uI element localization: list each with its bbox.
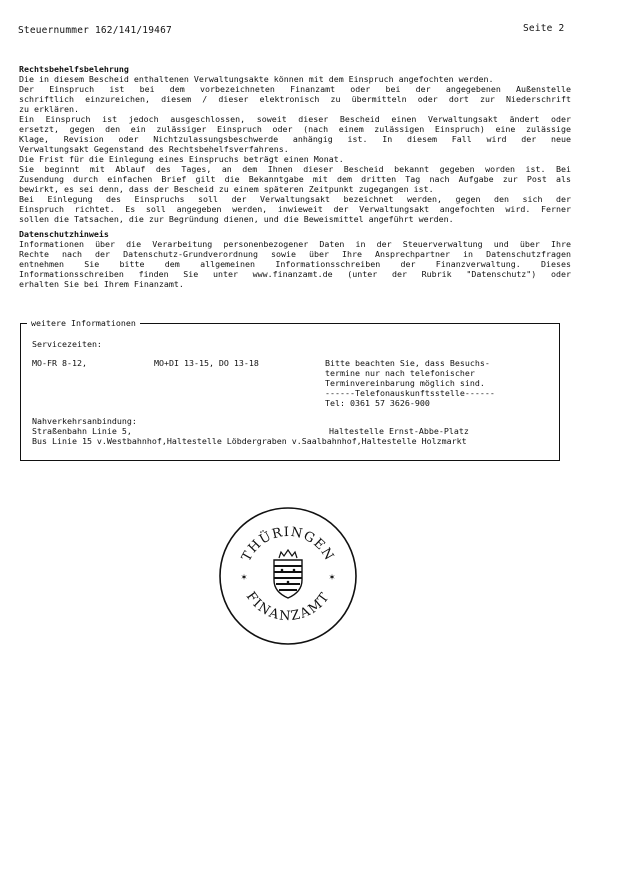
seal-top-text: THÜRINGEN (239, 524, 337, 565)
finanzamt-seal (218, 506, 358, 646)
tax-number: Steuernummer 162/141/19467 (18, 25, 172, 36)
note-line: ------Telefonauskunftsstelle------ (325, 388, 495, 398)
text-line: schriftlich einzureichen, diesem / dieser elektronisch zu übermitteln oder dort zur Niederschrift (19, 94, 571, 104)
tram-line: Straßenbahn Linie 5, (32, 426, 132, 436)
seal-star-right-icon: ✶ (328, 572, 336, 583)
text-line: Bei Einlegung des Einspruchs soll der Verwaltungsakt bezeichnet werden, gegen den sich der (19, 194, 571, 204)
text-line: Die Frist für die Einlegung eines Einspruchs beträgt einen Monat. (19, 154, 344, 164)
note-line: Bitte beachten Sie, dass Besuchs- (325, 358, 490, 368)
text-line: Die in diesem Bescheid enthaltenen Verwaltungsakte können mit dem Einspruch angefochten werden. (19, 74, 494, 84)
text-line: Rechte nach der Datenschutz-Grundverordnung sowie über Ihre Ansprechpartner in Datenschutzfragen (19, 249, 571, 259)
service-hours-label: Servicezeiten: (32, 339, 102, 349)
text-line: Informationsschreiben finden Sie unter www.finanzamt.de (unter der Rubrik "Datenschutz") oder (19, 269, 571, 279)
text-line: Ein Einspruch ist jedoch ausgeschlossen, soweit dieser Bescheid einen Verwaltungsakt ändert oder (19, 114, 571, 124)
text-line: Informationen über die Verarbeitung personenbezogener Daten in der Steuerverwaltung und über Ihre (19, 239, 571, 249)
info-box-legend: weitere Informationen (27, 318, 140, 329)
hours-mo-fr: MO-FR 8-12, (32, 358, 87, 368)
text-line: erhalten Sie bei Ihrem Finanzamt. (19, 279, 184, 289)
section-title: Rechtsbehelfsbelehrung (19, 64, 129, 74)
transport-label: Nahverkehrsanbindung: (32, 416, 137, 426)
text-line: bewirkt, es sei denn, dass der Bescheid zu einem späteren Zeitpunkt zugegangen ist. (19, 184, 434, 194)
bus-line: Bus Linie 15 v.Westbahnhof,Haltestelle Löbdergraben v.Saalbahnhof,Haltestelle Holzmarkt (32, 436, 467, 446)
text-line: Der Einspruch ist bei dem vorbezeichneten Finanzamt oder bei der angegebenen Außenstelle (19, 84, 571, 94)
rechtsbehelfsbelehrung-section (19, 64, 571, 224)
text-line: Einspruch richtet. Es soll angegeben werden, inwieweit der Verwaltungsakt angefochten wird. Ferner (19, 204, 571, 214)
phone-number: Tel: 0361 57 3626-900 (325, 398, 430, 408)
hours-afternoon: MO+DI 13-15, DO 13-18 (154, 358, 259, 368)
text-line: Klage, Revision oder Nichtzulassungsbeschwerde anhängig ist. In diesem Fall wird der neue (19, 134, 571, 144)
text-line: Verwaltungsakt Gegenstand des Rechtsbehelfsverfahrens. (19, 144, 289, 154)
page-number: Seite 2 (523, 23, 565, 34)
tram-stop: Haltestelle Ernst-Abbe-Platz (329, 426, 469, 436)
appointment-note (325, 358, 495, 408)
coat-of-arms-icon (274, 550, 302, 598)
note-line: Terminvereinbarung möglich sind. (325, 378, 485, 388)
seal-bottom-text: FINANZAMT (242, 589, 334, 625)
text-line: entnehmen Sie bitte dem allgemeinen Informationsschreiben der Finanzverwaltung. Dieses (19, 259, 571, 269)
datenschutzhinweis-section (19, 229, 571, 289)
seal-star-left-icon: ✶ (240, 572, 248, 583)
text-line: Sie beginnt mit Ablauf des Tages, an dem Ihnen dieser Bescheid bekannt gegeben worden ist. Bei (19, 164, 571, 174)
text-line: sollen die Tatsachen, die zur Begründung dienen, und die Beweismittel angeführt werden. (19, 214, 454, 224)
text-line: zu erklären. (19, 104, 79, 114)
section-title: Datenschutzhinweis (19, 229, 109, 239)
note-line: termine nur nach telefonischer (325, 368, 475, 378)
text-line: Zusendung durch einfachen Brief gilt die Bekanntgabe mit dem dritten Tag nach Aufgabe zur Post als (19, 174, 571, 184)
text-line: ersetzt, gegen den ein zulässiger Einspruch oder (nach einem zulässigen Einspruch) eine zulässige (19, 124, 571, 134)
info-box (20, 318, 560, 461)
